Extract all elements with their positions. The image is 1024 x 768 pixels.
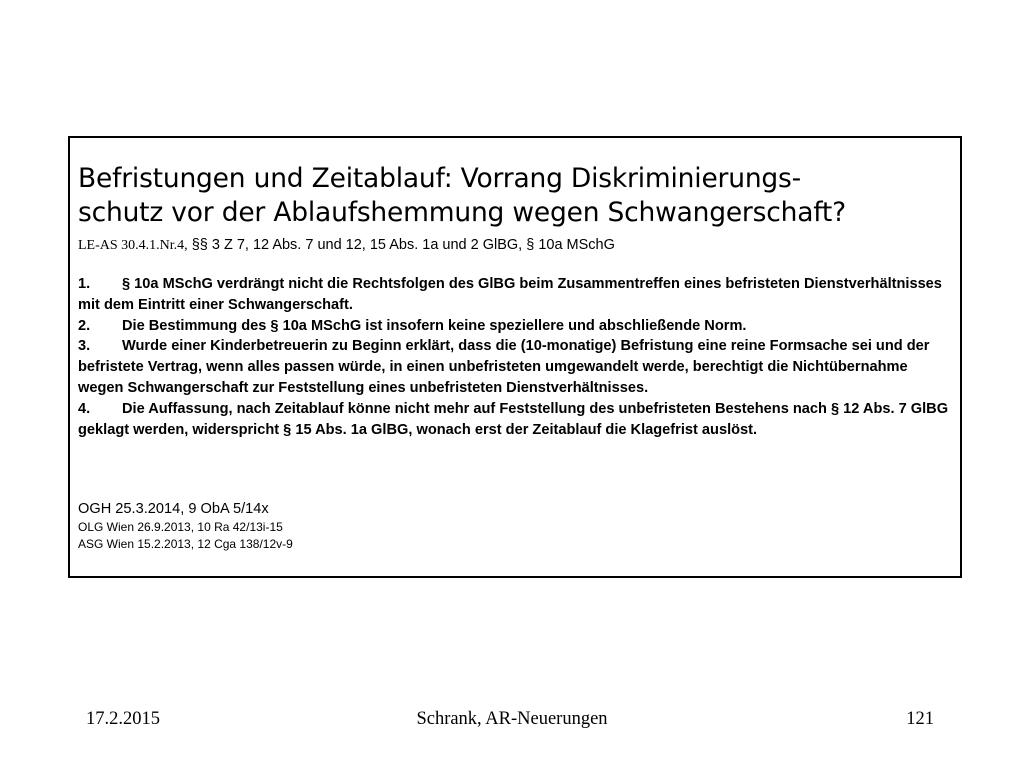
citation-olg: OLG Wien 26.9.2013, 10 Ra 42/13i-15 <box>78 520 283 534</box>
citation-ogh: OGH 25.3.2014, 9 ObA 5/14x <box>78 501 269 517</box>
holding-text: Die Bestimmung des § 10a MSchG ist insofern keine speziellere und abschließende Norm. <box>122 317 747 334</box>
holding-text: § 10a MSchG verdrängt nicht die Rechtsfolgen des GlBG beim Zusammentreffen eines befristeten Dienstverhältnisses mit dem Eintritt einer Schwangerschaft. <box>78 276 942 313</box>
holding-item <box>78 399 953 441</box>
reference-text: §§ 3 Z 7, 12 Abs. 7 und 12, 15 Abs. 1a und 2 GlBG, § 10a MSchG <box>187 237 615 253</box>
holding-text: Wurde einer Kinderbetreuerin zu Beginn erklärt, dass die (10-monatige) Befristung eine reine Formsache sei und der befristete Vertrag, wenn alles passen würde, in einen unbefristeten umgewandelt werde, berechtigt die Nichtübernahme wegen Schwangerschaft zur Feststellung eines unbefristeten Dienstverhältnisses. <box>78 338 930 396</box>
holding-item <box>78 274 953 316</box>
reference-prefix: LE-AS 30.4.1.Nr.4, <box>78 238 188 253</box>
citation-asg: ASG Wien 15.2.2013, 12 Cga 138/12v-9 <box>78 536 293 551</box>
heading-line-2: schutz vor der Ablaufshemmung wegen Schwangerschaft? <box>78 197 846 228</box>
holding-number: 1. <box>78 276 91 292</box>
holding-list <box>78 274 953 440</box>
holding-number: 4. <box>78 400 91 417</box>
holding-text: Die Auffassung, nach Zeitablauf könne nicht mehr auf Feststellung des unbefristeten Bestehens nach § 12 Abs. 7 GlBG geklagt werden, widerspricht § 15 Abs. 1a GlBG, wonach erst der Zeitablauf die Klagefrist auslöst. <box>78 400 949 438</box>
holding-item <box>78 316 953 337</box>
footer-date: 17.2.2015 <box>86 709 160 729</box>
heading-line-1: Befristungen und Zeitablauf: Vorrang Diskriminierungs- <box>78 163 802 194</box>
court-citations <box>78 500 293 552</box>
footer-author-title: Schrank, AR-Neuerungen <box>416 709 608 729</box>
slide-heading <box>78 162 958 230</box>
footer-page-number: 121 <box>906 709 934 729</box>
holding-number: 3. <box>78 338 91 355</box>
legal-reference <box>78 236 615 255</box>
holding-item <box>78 336 953 398</box>
holding-number: 2. <box>78 317 91 334</box>
